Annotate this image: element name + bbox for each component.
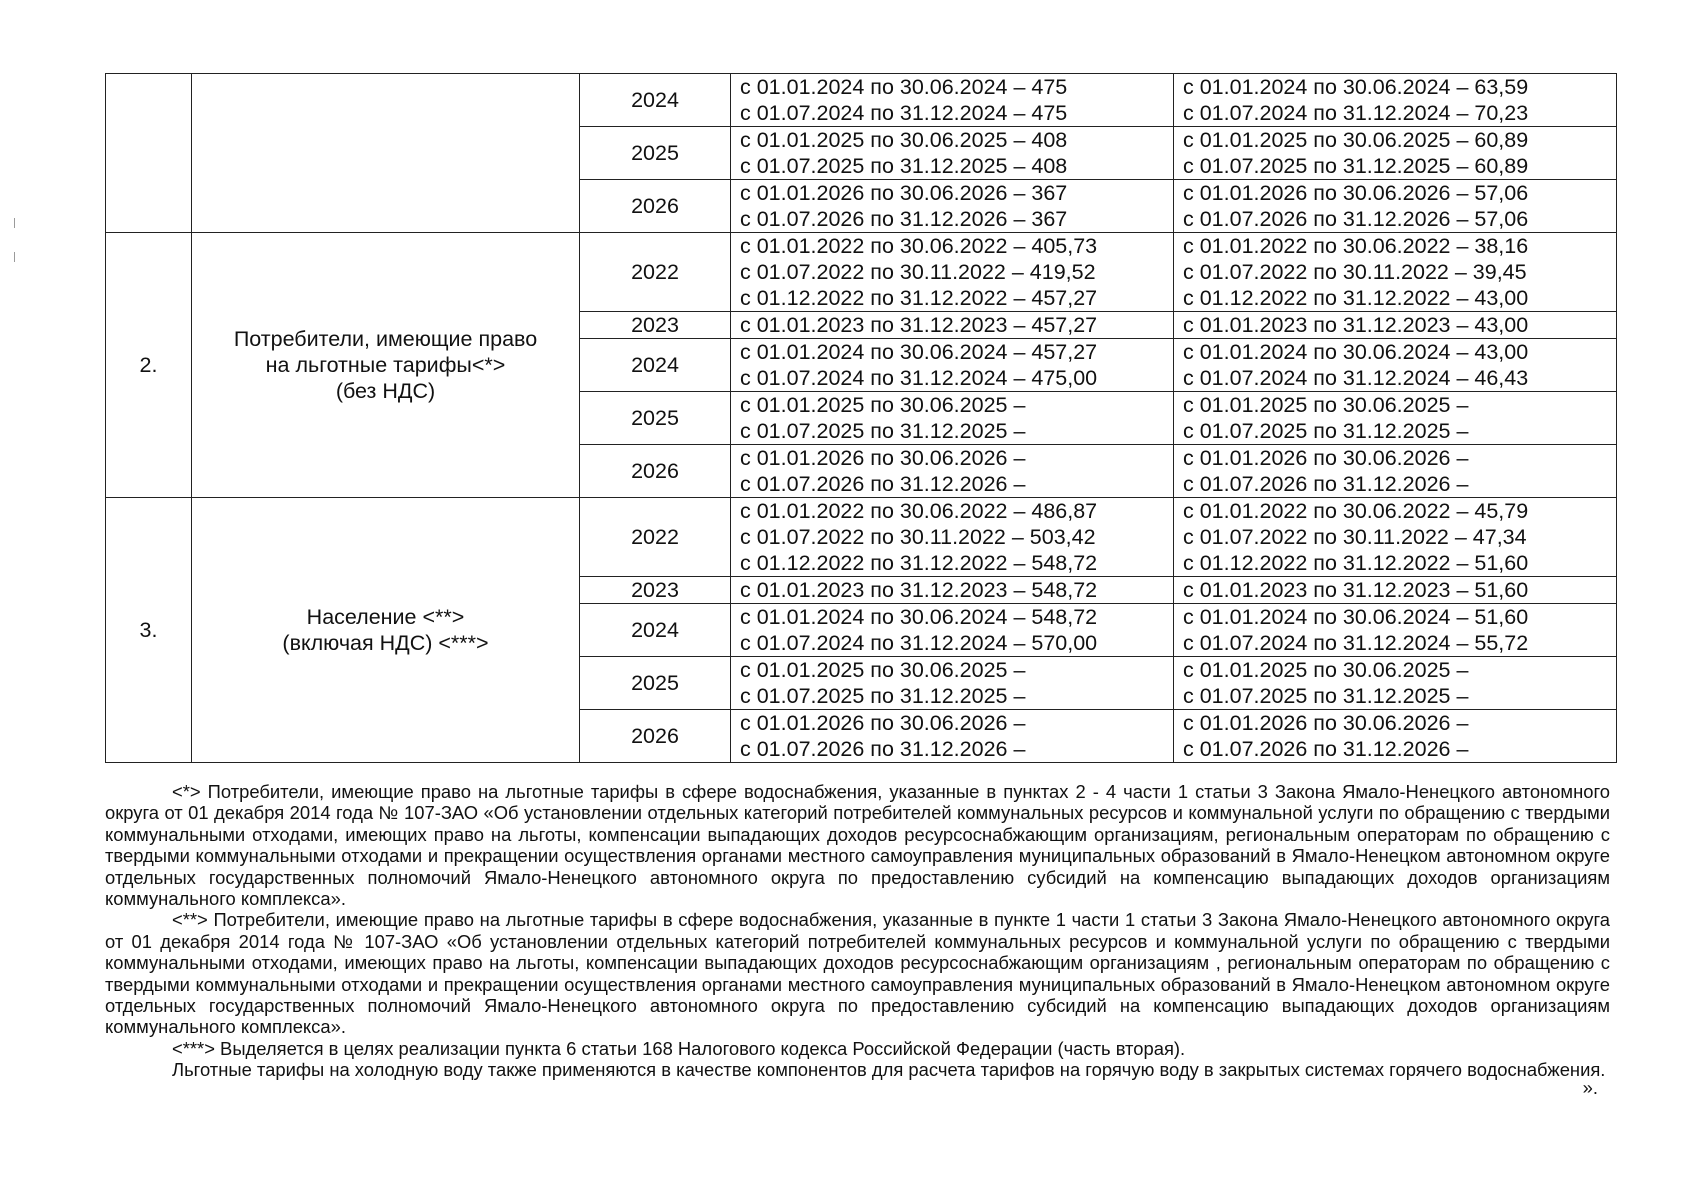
tariff-period-line: с 01.01.2026 по 30.06.2026 – [1183, 446, 1469, 470]
tariff-period-line: с 01.07.2024 по 31.12.2024 – 570,00 [740, 631, 1098, 655]
tariff-cell-left [731, 445, 1174, 498]
tariff-period-line: с 01.01.2025 по 30.06.2025 – [1183, 393, 1469, 417]
consumer-category-cell [192, 233, 580, 498]
row-number-cell [106, 74, 192, 233]
year-cell: 2024 [580, 74, 731, 127]
tariff-period-line: с 01.07.2022 по 30.11.2022 – 503,42 [740, 525, 1096, 549]
year-cell: 2025 [580, 392, 731, 445]
tariff-period-line: с 01.01.2022 по 30.06.2022 – 486,87 [740, 499, 1098, 523]
tariff-cell-left [731, 74, 1174, 127]
tariff-cell-right [1174, 127, 1617, 180]
tariff-period-line: с 01.07.2026 по 31.12.2026 – [1183, 472, 1469, 496]
tariff-period-line: с 01.01.2026 по 30.06.2026 – [740, 446, 1026, 470]
tariff-period-line: с 01.12.2022 по 31.12.2022 – 43,00 [1183, 286, 1529, 310]
tariff-cell-right [1174, 312, 1617, 339]
tariff-period-line: с 01.01.2024 по 30.06.2024 – 475 [740, 75, 1068, 99]
tariff-cell-left [731, 498, 1174, 577]
tariff-period-line: с 01.01.2024 по 30.06.2024 – 51,60 [1183, 605, 1529, 629]
tariff-period-line: с 01.07.2025 по 31.12.2025 – [740, 684, 1026, 708]
year-cell: 2022 [580, 498, 731, 577]
footnote-3: <***> Выделяется в целях реализации пункта 6 статьи 168 Налогового кодекса Российской Федерации (часть вторая). [172, 1037, 1186, 1059]
tariff-period-line: с 01.07.2025 по 31.12.2025 – [740, 419, 1026, 443]
tariff-period-line: с 01.01.2025 по 30.06.2025 – 408 [740, 128, 1068, 152]
tariff-cell-right [1174, 74, 1617, 127]
tariff-cell-right [1174, 233, 1617, 312]
table-row [106, 74, 1617, 127]
tariff-period-line: с 01.07.2025 по 31.12.2025 – [1183, 419, 1469, 443]
consumer-category-line: (без НДС) [335, 379, 436, 403]
tariff-period-line: с 01.07.2024 по 31.12.2024 – 70,23 [1183, 101, 1529, 125]
tariff-period-line: с 01.01.2022 по 30.06.2022 – 405,73 [740, 234, 1098, 258]
consumer-category-line: Потребители, имеющие право [233, 327, 538, 351]
year-cell: 2025 [580, 657, 731, 710]
tariff-period-line: с 01.01.2024 по 30.06.2024 – 63,59 [1183, 75, 1529, 99]
tariff-cell-right [1174, 710, 1617, 763]
tariff-period-line: с 01.07.2026 по 31.12.2026 – 367 [740, 207, 1068, 231]
scan-margin-mark [14, 218, 15, 228]
tariff-cell-left [731, 127, 1174, 180]
consumer-category-cell [192, 74, 580, 233]
footnote-2: <**> Потребители, имеющие право на льготные тарифы в сфере водоснабжения, указанные в пункте 1 части 1 статьи 3 Закона Ямало-Ненецкого автономного округа от 01 декабря 2014 года № 107-ЗАО «Об установлении отдельных категорий потребителей коммунальных ресурсов и коммунальной услуги по обращению с твердыми коммунальными отходами, имеющих право на льготы, компенсации выпадающих доходов ресурсоснабжающим организациям , региональным операторам по обращению с твердыми коммунальными отходами и прекращении осуществления органами местного самоуправления муниципальных образований в Ямало-Ненецком автономном округе отдельных государственных полномочий Ямало-Ненецкого автономного округа по предоставлению субсидий на компенсацию выпадающих доходов организациям коммунального комплекса». [105, 909, 1610, 1038]
tariff-cell-right [1174, 339, 1617, 392]
consumer-category-line: на льготные тарифы<*> [265, 353, 506, 377]
tariff-cell-right [1174, 604, 1617, 657]
tariff-period-line: с 01.07.2024 по 31.12.2024 – 55,72 [1183, 631, 1529, 655]
tariff-period-line: с 01.07.2025 по 31.12.2025 – 408 [740, 154, 1068, 178]
tariff-period-line: с 01.07.2026 по 31.12.2026 – [740, 737, 1026, 761]
tariff-cell-left [731, 339, 1174, 392]
tariff-cell-left [731, 392, 1174, 445]
consumer-category-line: Население <**> [306, 605, 465, 629]
tariff-cell-right [1174, 180, 1617, 233]
consumer-category-line: (включая НДС) <***> [282, 631, 489, 655]
year-cell: 2026 [580, 180, 731, 233]
year-cell: 2022 [580, 233, 731, 312]
tariff-period-line: с 01.01.2023 по 31.12.2023 – 51,60 [1183, 578, 1529, 602]
tariff-period-line: с 01.12.2022 по 31.12.2022 – 457,27 [740, 286, 1098, 310]
tariff-period-line: с 01.01.2025 по 30.06.2025 – [740, 393, 1026, 417]
year-cell: 2026 [580, 710, 731, 763]
tariff-period-line: с 01.01.2026 по 30.06.2026 – [1183, 711, 1469, 735]
tariff-period-line: с 01.01.2025 по 30.06.2025 – [1183, 658, 1469, 682]
tariff-period-line: с 01.07.2024 по 31.12.2024 – 475 [740, 101, 1068, 125]
tariff-period-line: с 01.01.2025 по 30.06.2025 – [740, 658, 1026, 682]
tariff-table [105, 73, 1617, 763]
consumer-category-cell [192, 498, 580, 763]
row-number-cell: 3. [106, 498, 192, 763]
tariff-cell-left [731, 710, 1174, 763]
tariff-period-line: с 01.07.2022 по 30.11.2022 – 47,34 [1183, 525, 1527, 549]
table-row [106, 498, 1617, 577]
tariff-period-line: с 01.01.2024 по 30.06.2024 – 457,27 [740, 340, 1098, 364]
tariff-cell-left [731, 577, 1174, 604]
table-row [106, 233, 1617, 312]
tariff-period-line: с 01.07.2024 по 31.12.2024 – 46,43 [1183, 366, 1529, 390]
tariff-period-line: с 01.07.2026 по 31.12.2026 – [1183, 737, 1469, 761]
scan-margin-mark [14, 252, 15, 262]
tariff-period-line: с 01.07.2026 по 31.12.2026 – [740, 472, 1026, 496]
tariff-cell-left [731, 657, 1174, 710]
tariff-cell-right [1174, 445, 1617, 498]
tariff-period-line: с 01.07.2025 по 31.12.2025 – 60,89 [1183, 154, 1529, 178]
closing-quote: ». [1582, 1076, 1598, 1098]
tariff-period-line: с 01.01.2026 по 30.06.2026 – 367 [740, 181, 1068, 205]
tariff-table-body [106, 74, 1617, 763]
tariff-cell-right [1174, 392, 1617, 445]
tariff-cell-right [1174, 577, 1617, 604]
row-number-cell: 2. [106, 233, 192, 498]
footnotes [105, 781, 1610, 1098]
tariff-cell-left [731, 180, 1174, 233]
tariff-period-line: с 01.07.2025 по 31.12.2025 – [1183, 684, 1469, 708]
tariff-period-line: с 01.01.2026 по 30.06.2026 – [740, 711, 1026, 735]
tariff-period-line: с 01.07.2024 по 31.12.2024 – 475,00 [740, 366, 1098, 390]
year-cell: 2024 [580, 604, 731, 657]
tariff-period-line: с 01.01.2024 по 30.06.2024 – 43,00 [1183, 340, 1529, 364]
tariff-period-line: с 01.01.2025 по 30.06.2025 – 60,89 [1183, 128, 1529, 152]
tariff-period-line: с 01.12.2022 по 31.12.2022 – 51,60 [1183, 551, 1529, 575]
year-cell: 2025 [580, 127, 731, 180]
closing-note: Льготные тарифы на холодную воду также применяются в качестве компонентов для расчета тарифов на горячую воду в закрытых системах горячего водоснабжения. [172, 1059, 1606, 1081]
tariff-period-line: с 01.01.2023 по 31.12.2023 – 548,72 [740, 578, 1098, 602]
tariff-period-line: с 01.01.2022 по 30.06.2022 – 45,79 [1183, 499, 1529, 523]
year-cell: 2023 [580, 577, 731, 604]
tariff-cell-right [1174, 498, 1617, 577]
tariff-period-line: с 01.07.2022 по 30.11.2022 – 419,52 [740, 260, 1096, 284]
tariff-period-line: с 01.07.2026 по 31.12.2026 – 57,06 [1183, 207, 1529, 231]
year-cell: 2024 [580, 339, 731, 392]
year-cell: 2023 [580, 312, 731, 339]
tariff-period-line: с 01.01.2024 по 30.06.2024 – 548,72 [740, 605, 1098, 629]
tariff-cell-right [1174, 657, 1617, 710]
tariff-period-line: с 01.01.2023 по 31.12.2023 – 43,00 [1183, 313, 1529, 337]
year-cell: 2026 [580, 445, 731, 498]
tariff-cell-left [731, 312, 1174, 339]
tariff-period-line: с 01.01.2026 по 30.06.2026 – 57,06 [1183, 181, 1529, 205]
tariff-cell-left [731, 604, 1174, 657]
tariff-period-line: с 01.12.2022 по 31.12.2022 – 548,72 [740, 551, 1098, 575]
tariff-cell-left [731, 233, 1174, 312]
tariff-period-line: с 01.01.2022 по 30.06.2022 – 38,16 [1183, 234, 1529, 258]
tariff-period-line: с 01.01.2023 по 31.12.2023 – 457,27 [740, 313, 1098, 337]
tariff-period-line: с 01.07.2022 по 30.11.2022 – 39,45 [1183, 260, 1527, 284]
footnote-1: <*> Потребители, имеющие право на льготные тарифы в сфере водоснабжения, указанные в пунктах 2 - 4 части 1 статьи 3 Закона Ямало-Ненецкого автономного округа от 01 декабря 2014 года № 107-ЗАО «Об установлении отдельных категорий потребителей коммунальных ресурсов и коммунальной услуги по обращению с твердыми коммунальными отходами, имеющих право на льготы, компенсации выпадающих доходов ресурсоснабжающим организациям, региональным операторам по обращению с твердыми коммунальными отходами и прекращении осуществления органами местного самоуправления муниципальных образований в Ямало-Ненецком автономном округе отдельных государственных полномочий Ямало-Ненецкого автономного округа по предоставлению субсидий на компенсацию выпадающих доходов организациям коммунального комплекса». [105, 781, 1610, 910]
